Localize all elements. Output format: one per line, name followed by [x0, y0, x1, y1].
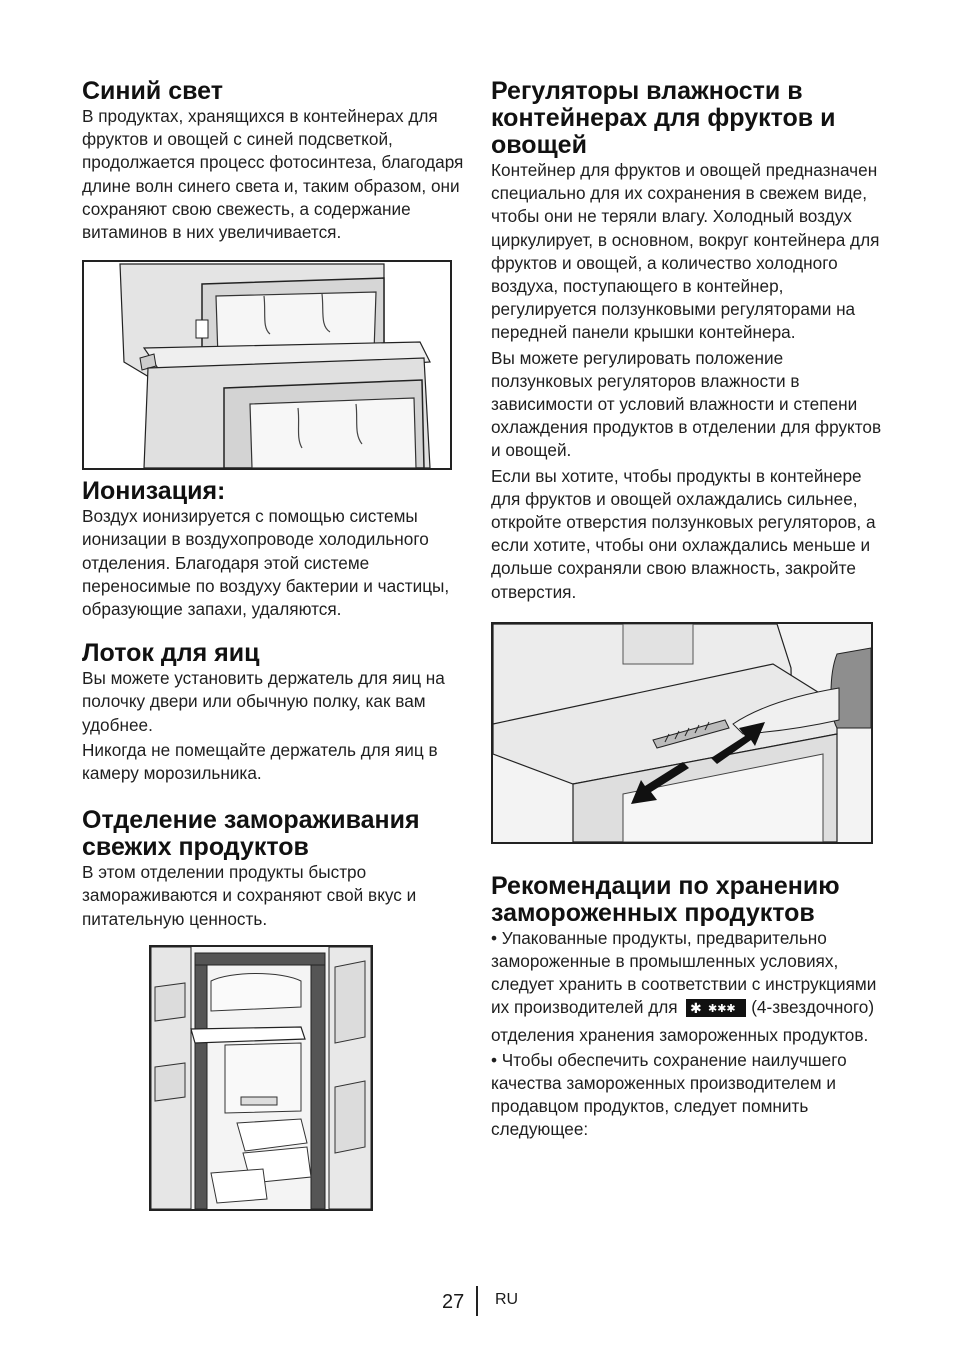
fast-freeze-text: В этом отделении продукты быстро замораживаются и сохраняют свой вкус и питательную ценность. [82, 862, 417, 929]
blue-light-heading: Синий свет [82, 77, 223, 105]
svg-text:✱✱✱: ✱✱✱ [708, 1002, 737, 1016]
egg-tray-text-2: Никогда не помещайте держатель для яиц в камеру морозильника. [82, 739, 438, 784]
freezer-compartment-illustration [149, 945, 373, 1211]
frozen-bullet-1 [491, 927, 883, 1047]
frozen-bullet-2: • Чтобы обеспечить сохранение наилучшего качества замороженных производителем и продавцом продуктов, следует помнить следующее: [491, 1049, 847, 1140]
ionization-heading: Ионизация: [82, 477, 226, 506]
page-number: 27 [442, 1291, 465, 1313]
humidity-text-2: Вы можете регулировать положение ползунковых регуляторов влажности в зависимости от условий влажности и степени охлаждения продуктов в отделении для фруктов и овощей. [491, 347, 882, 461]
language-code: RU [495, 1291, 519, 1308]
blue-light-text: В продуктах, хранящихся в контейнерах для фруктов и овощей с синей подсветкой, продолжается процесс фотосинтеза, благодаря длине волн синего света и, таким образом, они сохраняют свою свежесть, а содержание витаминов в них увеличивается. [82, 106, 464, 243]
egg-tray-text-1: Вы можете установить держатель для яиц на полочку двери или обычную полку, как вам удобнее. [82, 668, 445, 735]
humidity-text-3: Если вы хотите, чтобы продукты в контейнере для фруктов и овощей охлаждались сильнее, откройте отверстия ползунковых регуляторов, а если хотите, чтобы они охлаждались меньше и дольше сохраняли свою влажность, закройте отверстия. [491, 465, 876, 602]
crisper-drawers-illustration [82, 260, 452, 470]
four-star-freezer-icon [686, 999, 746, 1023]
humidity-heading: Регуляторы влажности в контейнерах для фруктов и овощей [491, 77, 836, 159]
left-column [82, 78, 466, 1211]
fast-freeze-heading: Отделение замораживания свежих продуктов [82, 806, 420, 862]
frozen-storage-heading: Рекомендации по хранению замороженных продуктов [491, 871, 840, 927]
frozen-bullet-1-text-a: • Упакованные продукты, предварительно замороженные в промышленных условиях, следует хранить в соответствии с инструкциями их производителей для [491, 927, 877, 1018]
page-footer [0, 1286, 954, 1320]
right-column [491, 78, 883, 1142]
humidity-text-1: Контейнер для фруктов и овощей предназначен специально для их сохранения в свежем виде, чтобы они не теряли влагу. Холодный воздух циркулирует, в основном, вокруг контейнера для фруктов и овощей, а количество холодного воздуха, поступающего в контейнер, регулируется ползунковыми регуляторами на передней панели крышки контейнера. [491, 160, 880, 343]
ionization-text: Воздух ионизируется с помощью системы ионизации в воздухопроводе холодильного отделения. Благодаря этой системе переносимые по воздуху бактерии и частицы, образующие запахи, удаляются. [82, 506, 450, 620]
frozen-bullet-1-text-b: (4-звездочного) отделения хранения замороженных продуктов. [491, 997, 875, 1045]
footer-divider [476, 1286, 478, 1316]
svg-text:✱: ✱ [690, 1001, 703, 1018]
humidity-slider-illustration [491, 622, 873, 844]
egg-tray-heading: Лоток для яиц [82, 639, 260, 668]
